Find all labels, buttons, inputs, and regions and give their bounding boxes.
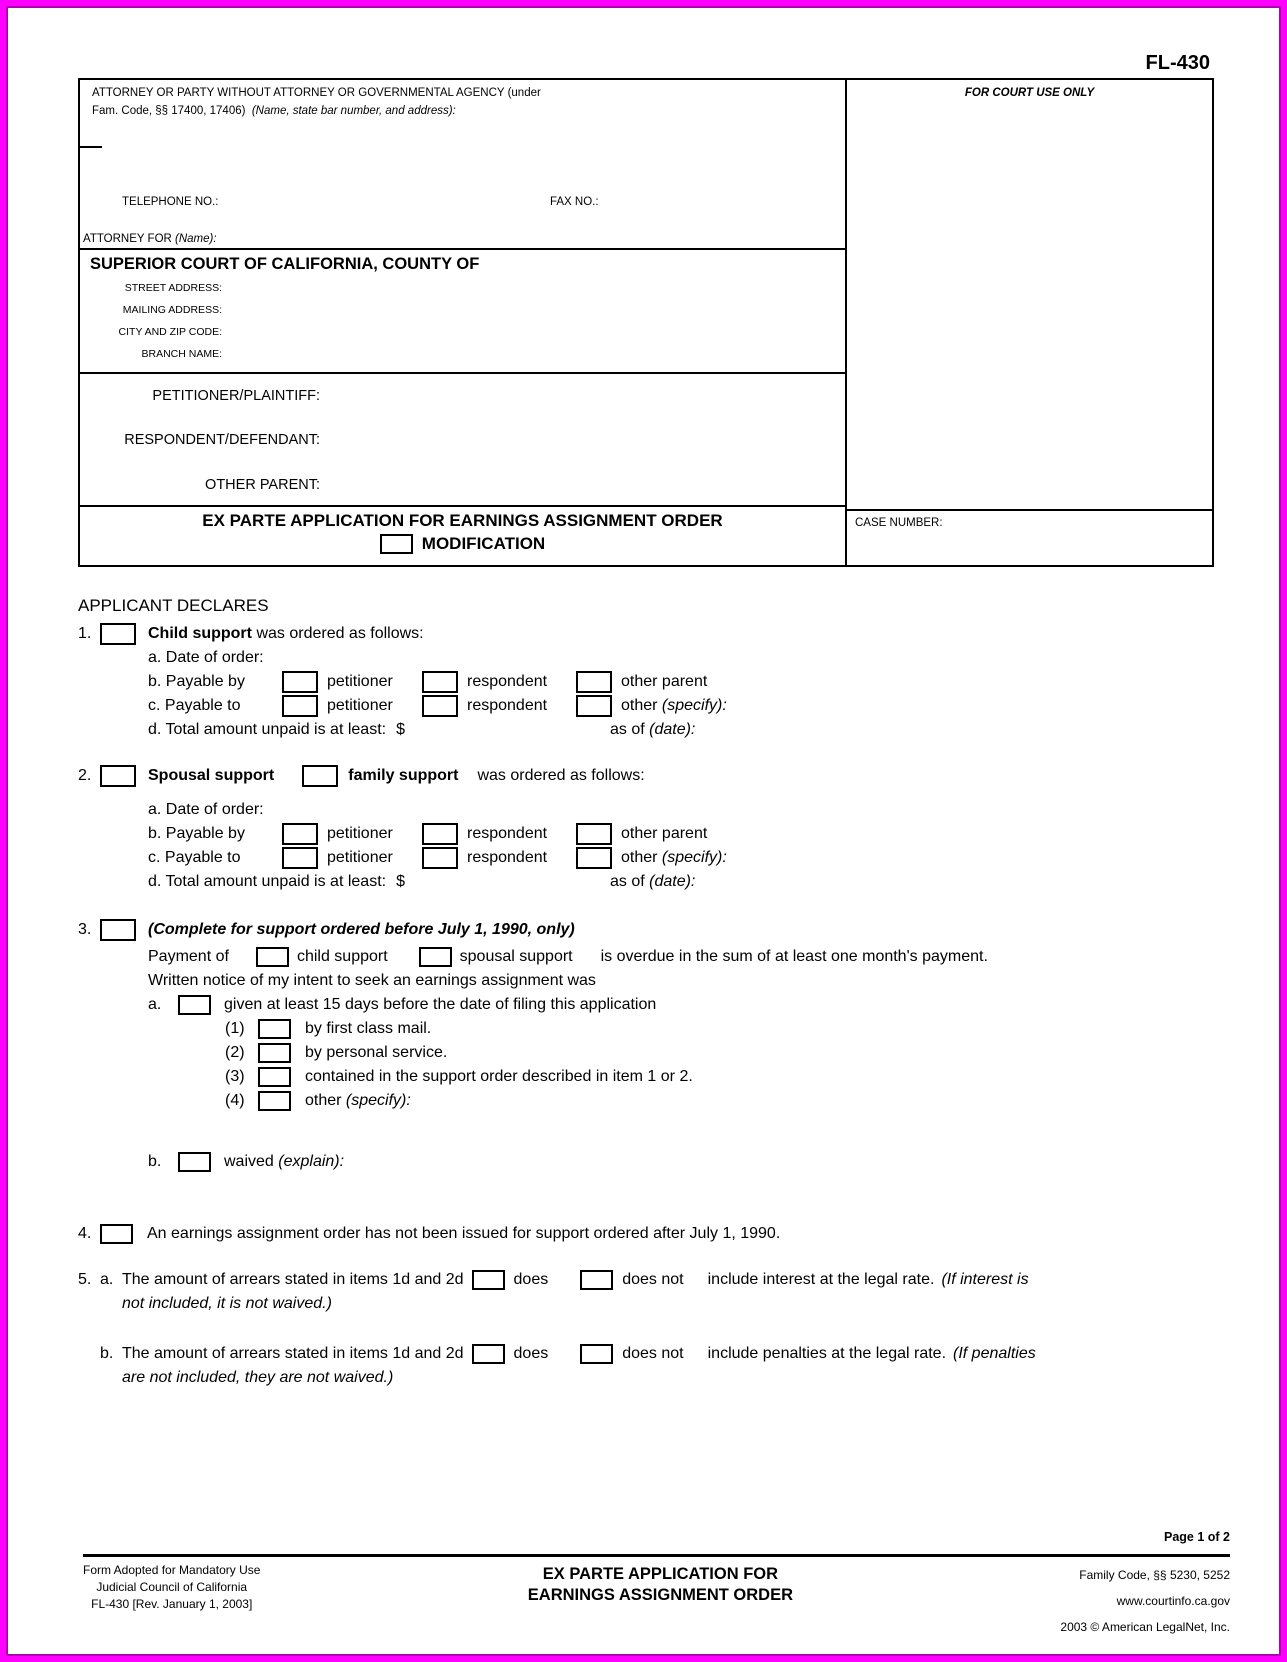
item3-spousal-support-label: spousal support	[459, 948, 573, 965]
item3-a4-row	[225, 1089, 1238, 1113]
modification-label: MODIFICATION	[421, 534, 546, 553]
item2-bold1: Spousal support	[148, 766, 275, 784]
caption-table	[78, 78, 1214, 567]
item1-date-italic: (date):	[649, 721, 696, 738]
item5-b-does-label: does	[513, 1345, 549, 1362]
item2-date-label: a. Date of order:	[148, 801, 264, 818]
form-page	[8, 8, 1279, 1654]
court-box[interactable]	[80, 250, 845, 374]
item3-a1-text: by first class mail.	[305, 1020, 432, 1037]
item3-a4-specify-italic: (specify):	[345, 1092, 411, 1109]
checkbox-item3[interactable]	[100, 919, 136, 941]
item5-b-does-not-label: does not	[622, 1345, 684, 1362]
item1-number: 1.	[78, 625, 92, 642]
item3-a2-number: (2)	[225, 1044, 245, 1061]
item1-asof-text: as of	[609, 721, 645, 738]
checkbox-item2-spousal[interactable]	[100, 765, 136, 787]
case-number-box[interactable]	[847, 509, 1212, 565]
item5b-row2	[122, 1366, 1238, 1390]
checkbox-item2-to-other[interactable]	[576, 847, 612, 869]
checkbox-item5a-does[interactable]	[472, 1270, 505, 1290]
item3-heading: (Complete for support ordered before July 1, 1990, only)	[148, 920, 575, 938]
checkbox-item2-by-other-parent[interactable]	[576, 823, 612, 845]
item1-to-respondent-label: respondent	[467, 697, 548, 714]
item2-bold2: family support	[348, 766, 459, 784]
item2-rest: was ordered as follows:	[477, 766, 645, 784]
item3-a1-number: (1)	[225, 1020, 245, 1037]
checkbox-item3-a[interactable]	[178, 995, 211, 1015]
item1-rest: was ordered as follows:	[256, 625, 424, 642]
parties-box[interactable]	[80, 374, 845, 507]
item2-payable-to-row	[148, 846, 1238, 870]
item2-date-italic: (date):	[649, 873, 696, 890]
item3-a1-row	[225, 1017, 1238, 1041]
checkbox-item2-to-petitioner[interactable]	[282, 847, 318, 869]
item2-specify-italic: (specify):	[661, 849, 727, 866]
item1-total-label: d. Total amount unpaid is at least:	[148, 721, 387, 738]
item1-date-row	[148, 646, 1238, 670]
item1-payable-by-row	[148, 670, 1238, 694]
item5-b-include-text: include penalties at the legal rate.	[707, 1345, 947, 1362]
item3-a4-other: other	[305, 1092, 342, 1109]
item5-b-text: The amount of arrears stated in items 1d and 2d	[122, 1345, 464, 1362]
item1-date-label: a. Date of order:	[148, 649, 264, 666]
form-title: EX PARTE APPLICATION FOR EARNINGS ASSIGNMENT ORDER	[202, 511, 723, 530]
case-number-label: CASE NUMBER:	[855, 517, 943, 529]
item1-to-other-label	[612, 697, 727, 715]
item3-number: 3.	[78, 920, 92, 938]
checkbox-item3-a1[interactable]	[258, 1019, 291, 1039]
street-address-label: STREET ADDRESS:	[124, 282, 222, 294]
item5-a-italic2: not included, it is not waived.)	[122, 1295, 332, 1312]
other-parent-label: OTHER PARENT:	[205, 477, 320, 493]
checkbox-item1-by-respondent[interactable]	[422, 671, 458, 693]
item1-other-text: other	[621, 697, 658, 714]
footer-left	[83, 1562, 260, 1640]
item1-by-respondent-label: respondent	[467, 673, 548, 690]
checkbox-item5b-does[interactable]	[472, 1344, 505, 1364]
item3-b-explain-italic: (explain):	[278, 1153, 345, 1170]
item3-notice-text: Written notice of my intent to seek an earnings assignment was	[148, 972, 596, 989]
item5b-row	[78, 1342, 1238, 1366]
item2-asof	[610, 873, 695, 891]
item3-payment-row	[148, 945, 1238, 969]
checkbox-item1-to-other[interactable]	[576, 695, 612, 717]
item3-a-text: given at least 15 days before the date of filing this application	[224, 996, 657, 1013]
item3-a4-number: (4)	[225, 1092, 245, 1109]
item2-payable-to-label: c. Payable to	[148, 849, 241, 866]
item1-payable-by-label: b. Payable by	[148, 673, 245, 690]
footer-title	[528, 1562, 793, 1640]
checkbox-item3-a3[interactable]	[258, 1067, 291, 1087]
item5-b-number: b.	[100, 1345, 114, 1362]
item5-b-italic1: (If penalties	[953, 1345, 1036, 1362]
attorney-for-label	[83, 233, 217, 245]
item1-specify-italic: (specify):	[661, 697, 727, 714]
item1-bold: Child support	[148, 625, 252, 642]
item3-a3-text: contained in the support order described in item 1 or 2.	[305, 1068, 693, 1085]
item5-a-does-not-label: does not	[622, 1271, 684, 1288]
item5-a-number: a.	[100, 1271, 114, 1288]
checkbox-modification[interactable]	[380, 534, 413, 554]
item1-asof	[610, 721, 695, 739]
footer-right	[1060, 1562, 1230, 1640]
checkbox-item1-by-petitioner[interactable]	[282, 671, 318, 693]
item1-by-petitioner-label: petitioner	[327, 673, 393, 690]
item3-b-number: b.	[148, 1153, 162, 1170]
item1-head-text	[148, 625, 424, 643]
item1-by-other-parent-label: other parent	[621, 673, 708, 690]
checkbox-item5b-does-not[interactable]	[580, 1344, 613, 1364]
footer-left-line1: Form Adopted for Mandatory Use	[83, 1563, 261, 1577]
item4-row	[78, 1222, 1238, 1246]
item1-payable-to-row	[148, 694, 1238, 718]
court-use-box[interactable]	[847, 80, 1212, 509]
footer-right-line2: www.courtinfo.ca.gov	[1116, 1594, 1230, 1608]
item5-a-does-label: does	[513, 1271, 549, 1288]
item5a-row2	[122, 1292, 1238, 1316]
item2-asof-text: as of	[609, 873, 645, 890]
item3-a2-row	[225, 1041, 1238, 1065]
petitioner-label: PETITIONER/PLAINTIFF:	[152, 388, 320, 404]
item2-number: 2.	[78, 766, 92, 784]
item3-b-text	[224, 1153, 344, 1171]
checkbox-item2-by-petitioner[interactable]	[282, 823, 318, 845]
item3-a-row	[148, 993, 1238, 1017]
item3-a3-number: (3)	[225, 1068, 245, 1085]
checkbox-item4[interactable]	[100, 1224, 133, 1244]
item4-number: 4.	[78, 1225, 92, 1242]
fax-label: FAX NO.:	[550, 196, 599, 208]
item3-a-number: a.	[148, 996, 162, 1013]
item2-to-petitioner-label: petitioner	[327, 849, 393, 866]
form-title-box	[80, 507, 845, 565]
item5-a-include-text: include interest at the legal rate.	[707, 1271, 935, 1288]
form-number: FL-430	[1145, 52, 1210, 74]
attorney-label-line2-code: Fam. Code, §§ 17400, 17406)	[92, 105, 246, 117]
item2-date-row	[148, 798, 1238, 822]
item3-a2-text: by personal service.	[305, 1044, 448, 1061]
item2-to-other-label	[612, 849, 727, 867]
item1-head	[78, 622, 1238, 646]
checkbox-item3-a4[interactable]	[258, 1091, 291, 1111]
checkbox-item1[interactable]	[100, 623, 136, 645]
item5-a-italic1: (If interest is	[941, 1271, 1029, 1288]
item3-b-waived: waived	[224, 1153, 274, 1170]
item2-total-row	[148, 870, 1238, 894]
footer-right-line3: 2003 © American LegalNet, Inc.	[1060, 1620, 1230, 1634]
caption-right-column	[847, 80, 1212, 565]
item2-payable-by-row	[148, 822, 1238, 846]
item3-notice-row	[148, 969, 1238, 993]
footer	[83, 1562, 1230, 1640]
item1-dollar-sign: $	[396, 721, 405, 738]
item3-payment-of: Payment of	[148, 948, 229, 965]
item3-child-support-label: child support	[296, 948, 388, 965]
attorney-for-italic: (Name):	[175, 233, 217, 245]
footer-left-line2: Judicial Council of California	[96, 1580, 248, 1594]
item3-head	[78, 916, 1238, 943]
caption-left-column	[80, 80, 847, 565]
checkbox-item3-spousal-support[interactable]	[419, 947, 452, 967]
attorney-box[interactable]	[80, 80, 845, 250]
checkbox-item2-family[interactable]	[302, 765, 338, 787]
item2-by-respondent-label: respondent	[467, 825, 548, 842]
footer-title-line1: EX PARTE APPLICATION FOR	[542, 1565, 779, 1583]
form-body	[78, 596, 1238, 1390]
checkbox-item3-b[interactable]	[178, 1152, 211, 1172]
item3-a3-row	[225, 1065, 1238, 1089]
item5-number: 5.	[78, 1271, 92, 1288]
item5-a-text: The amount of arrears stated in items 1d and 2d	[122, 1271, 464, 1288]
item2-by-petitioner-label: petitioner	[327, 825, 393, 842]
item3-overdue-text: is overdue in the sum of at least one month's payment.	[600, 948, 988, 965]
item2-other-text: other	[621, 849, 658, 866]
item3-b-row	[148, 1150, 1238, 1174]
city-zip-label: CITY AND ZIP CODE:	[118, 326, 222, 338]
item4-text: An earnings assignment order has not been issued for support ordered after July 1, 1990.	[147, 1225, 781, 1242]
declares-heading: APPLICANT DECLARES	[78, 596, 269, 615]
footer-rule	[83, 1554, 1230, 1557]
attorney-label-line2	[92, 105, 456, 117]
attorney-label-line1: ATTORNEY OR PARTY WITHOUT ATTORNEY OR GOVERNMENTAL AGENCY (under	[92, 87, 541, 99]
item2-to-respondent-label: respondent	[467, 849, 548, 866]
mailing-address-label: MAILING ADDRESS:	[122, 304, 222, 316]
checkbox-item2-to-respondent[interactable]	[422, 847, 458, 869]
item2-by-other-parent-label: other parent	[621, 825, 708, 842]
item5-b-italic2: are not included, they are not waived.)	[122, 1369, 394, 1386]
checkbox-item3-a2[interactable]	[258, 1043, 291, 1063]
checkbox-item1-to-petitioner[interactable]	[282, 695, 318, 717]
modification-row	[80, 534, 845, 554]
item1-to-petitioner-label: petitioner	[327, 697, 393, 714]
item5a-row	[78, 1268, 1238, 1292]
item3-a4-text	[305, 1092, 411, 1110]
checkbox-item3-child-support[interactable]	[256, 947, 289, 967]
branch-name-label: BRANCH NAME:	[141, 348, 222, 360]
footer-right-line1: Family Code, §§ 5230, 5252	[1079, 1568, 1230, 1582]
telephone-label: TELEPHONE NO.:	[122, 196, 219, 208]
item1-payable-to-label: c. Payable to	[148, 697, 241, 714]
court-use-label: FOR COURT USE ONLY	[964, 87, 1095, 99]
stray-mark	[80, 146, 102, 148]
item2-total-label: d. Total amount unpaid is at least:	[148, 873, 387, 890]
item2-dollar-sign: $	[396, 873, 405, 890]
court-title: SUPERIOR COURT OF CALIFORNIA, COUNTY OF	[90, 255, 480, 273]
respondent-label: RESPONDENT/DEFENDANT:	[124, 432, 320, 448]
footer-title-line2: EARNINGS ASSIGNMENT ORDER	[527, 1586, 794, 1604]
checkbox-item2-by-respondent[interactable]	[422, 823, 458, 845]
page-number: Page 1 of 2	[1164, 1530, 1230, 1544]
checkbox-item1-by-other-parent[interactable]	[576, 671, 612, 693]
attorney-for-text: ATTORNEY FOR	[83, 233, 172, 245]
item2-head	[78, 762, 1238, 789]
attorney-label-line2-italic: (Name, state bar number, and address):	[251, 105, 456, 117]
checkbox-item1-to-respondent[interactable]	[422, 695, 458, 717]
checkbox-item5a-does-not[interactable]	[580, 1270, 613, 1290]
item2-payable-by-label: b. Payable by	[148, 825, 245, 842]
item1-total-row	[148, 718, 1238, 742]
footer-left-line3: FL-430 [Rev. January 1, 2003]	[91, 1597, 253, 1611]
